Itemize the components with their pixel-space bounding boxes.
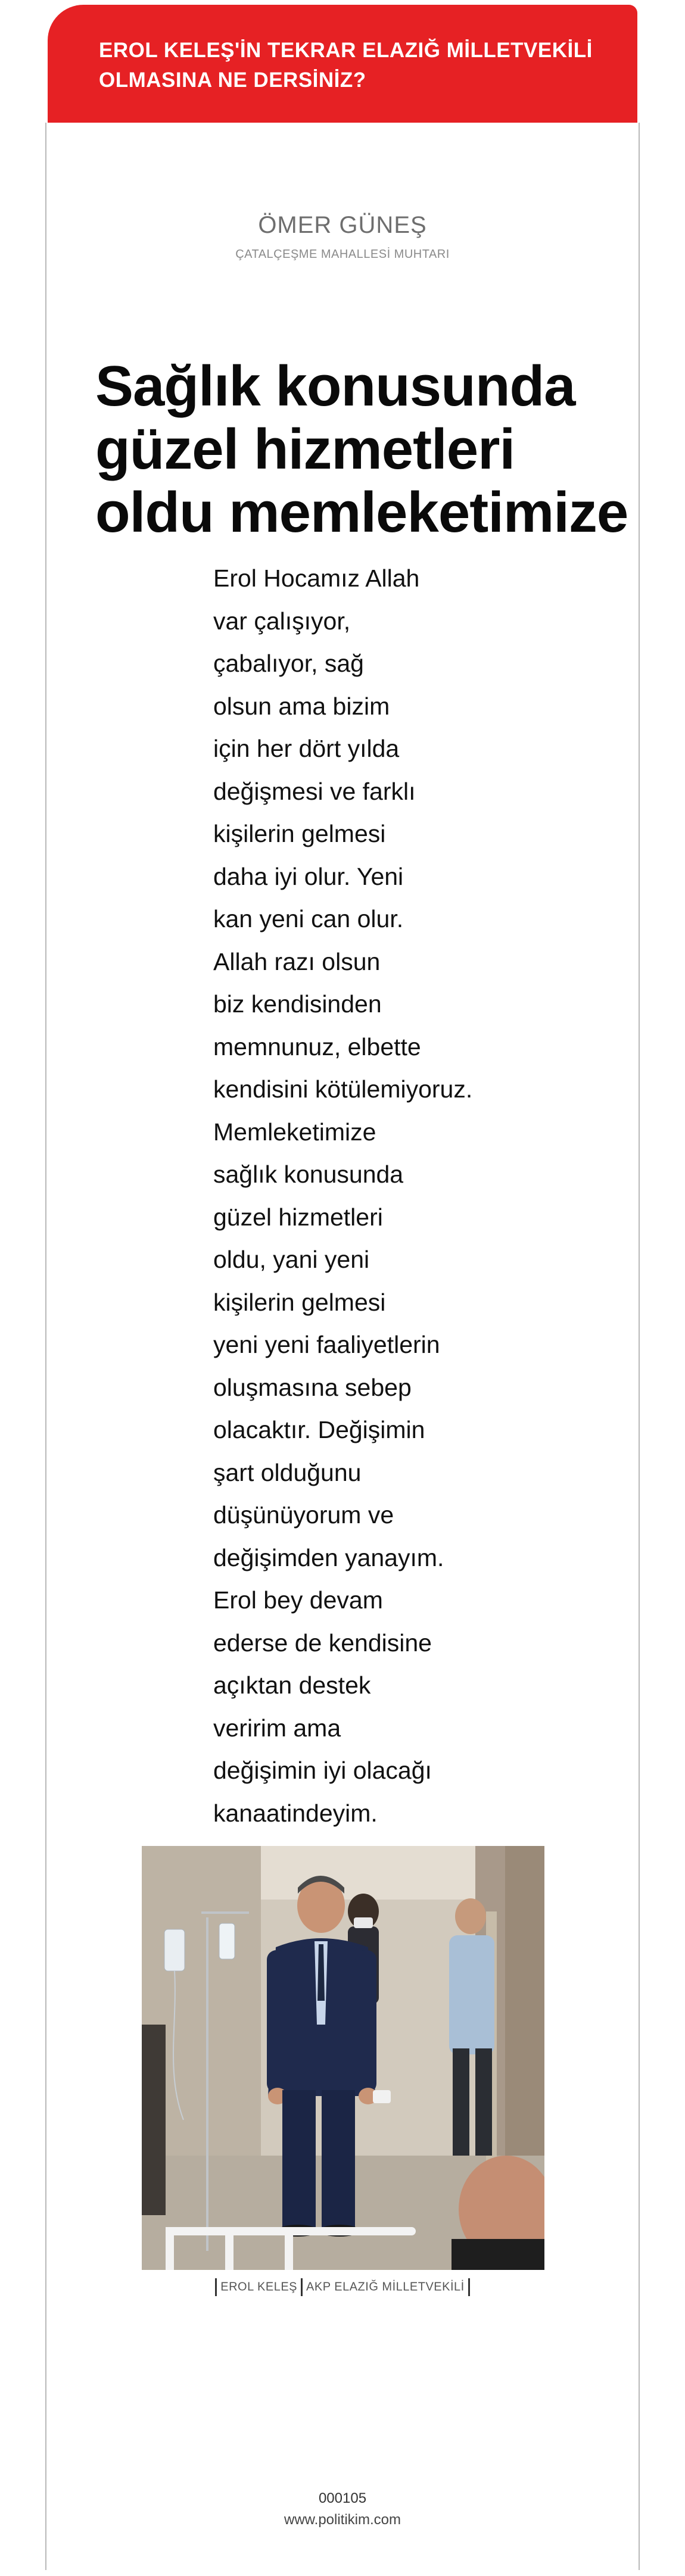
body-line: düşünüyorum ve bbox=[213, 1501, 394, 1529]
caption-divider bbox=[215, 2278, 217, 2296]
body-line: Erol Hocamız Allah bbox=[213, 565, 420, 592]
article-photo bbox=[142, 1846, 544, 2270]
body-line: değişimin iyi olacağı bbox=[213, 1757, 432, 1784]
body-line: sağlık konusunda bbox=[213, 1161, 404, 1188]
body-line: olacaktır. Değişimin bbox=[213, 1416, 425, 1443]
headline-line: Sağlık konusunda bbox=[95, 354, 575, 418]
photo-caption bbox=[0, 2278, 685, 2296]
author-title: ÇATALÇEŞME MAHALLESİ MUHTARI bbox=[235, 248, 450, 261]
headline-line: güzel hizmetleri bbox=[95, 417, 515, 481]
body-line: olsun ama bizim bbox=[213, 692, 390, 720]
body-line: daha iyi olur. Yeni bbox=[213, 862, 404, 890]
body-line: oluşmasına sebep bbox=[213, 1373, 412, 1401]
article-body bbox=[213, 557, 523, 1835]
body-line: şart olduğunu bbox=[213, 1458, 362, 1486]
caption-person-name: EROL KELEŞ bbox=[220, 2280, 298, 2294]
body-line: kan yeni can olur. bbox=[213, 905, 404, 933]
body-line: Erol bey devam bbox=[213, 1586, 383, 1614]
body-line: kişilerin gelmesi bbox=[213, 820, 386, 847]
caption-divider bbox=[301, 2278, 303, 2296]
caption-divider bbox=[468, 2278, 470, 2296]
body-line: için her dört yılda bbox=[213, 735, 400, 762]
caption-person-role: AKP ELAZIĞ MİLLETVEKİLİ bbox=[306, 2280, 465, 2294]
body-line: ederse de kendisine bbox=[213, 1629, 432, 1657]
page-number: 000105 bbox=[318, 2490, 367, 2506]
body-line: Memleketimize bbox=[213, 1118, 376, 1146]
body-line: güzel hizmetleri bbox=[213, 1203, 383, 1231]
body-line: değişimden yanayım. bbox=[213, 1543, 444, 1571]
body-line: kanaatindeyim. bbox=[213, 1799, 378, 1827]
banner-question-line-2: OLMASINA NE DERSİNİZ? bbox=[99, 68, 366, 92]
body-line: Allah razı olsun bbox=[213, 947, 381, 975]
body-line: çabalıyor, sağ bbox=[213, 650, 364, 677]
body-line: değişmesi ve farklı bbox=[213, 777, 416, 805]
left-border-rule bbox=[45, 123, 46, 2570]
header-banner bbox=[48, 5, 637, 123]
body-line: memnunuz, elbette bbox=[213, 1033, 421, 1061]
body-line: kişilerin gelmesi bbox=[213, 1288, 386, 1316]
body-line: veririm ama bbox=[213, 1714, 341, 1742]
author-name: ÖMER GÜNEŞ bbox=[258, 212, 427, 238]
right-border-rule bbox=[639, 123, 640, 2570]
banner-question-line-1: EROL KELEŞ'İN TEKRAR ELAZIĞ MİLLETVEKİLİ bbox=[99, 39, 593, 62]
body-line: yeni yeni faaliyetlerin bbox=[213, 1331, 440, 1358]
body-line: oldu, yani yeni bbox=[213, 1246, 370, 1273]
website-url[interactable]: www.politikim.com bbox=[284, 2512, 401, 2528]
body-line: kendisini kötülemiyoruz. bbox=[213, 1075, 473, 1103]
body-line: biz kendisinden bbox=[213, 990, 382, 1018]
headline-line: oldu memleketimize bbox=[95, 481, 628, 544]
article-headline bbox=[95, 355, 631, 544]
hospital-visit-photo bbox=[142, 1846, 544, 2270]
body-line: açıktan destek bbox=[213, 1671, 371, 1699]
body-line: var çalışıyor, bbox=[213, 607, 351, 635]
